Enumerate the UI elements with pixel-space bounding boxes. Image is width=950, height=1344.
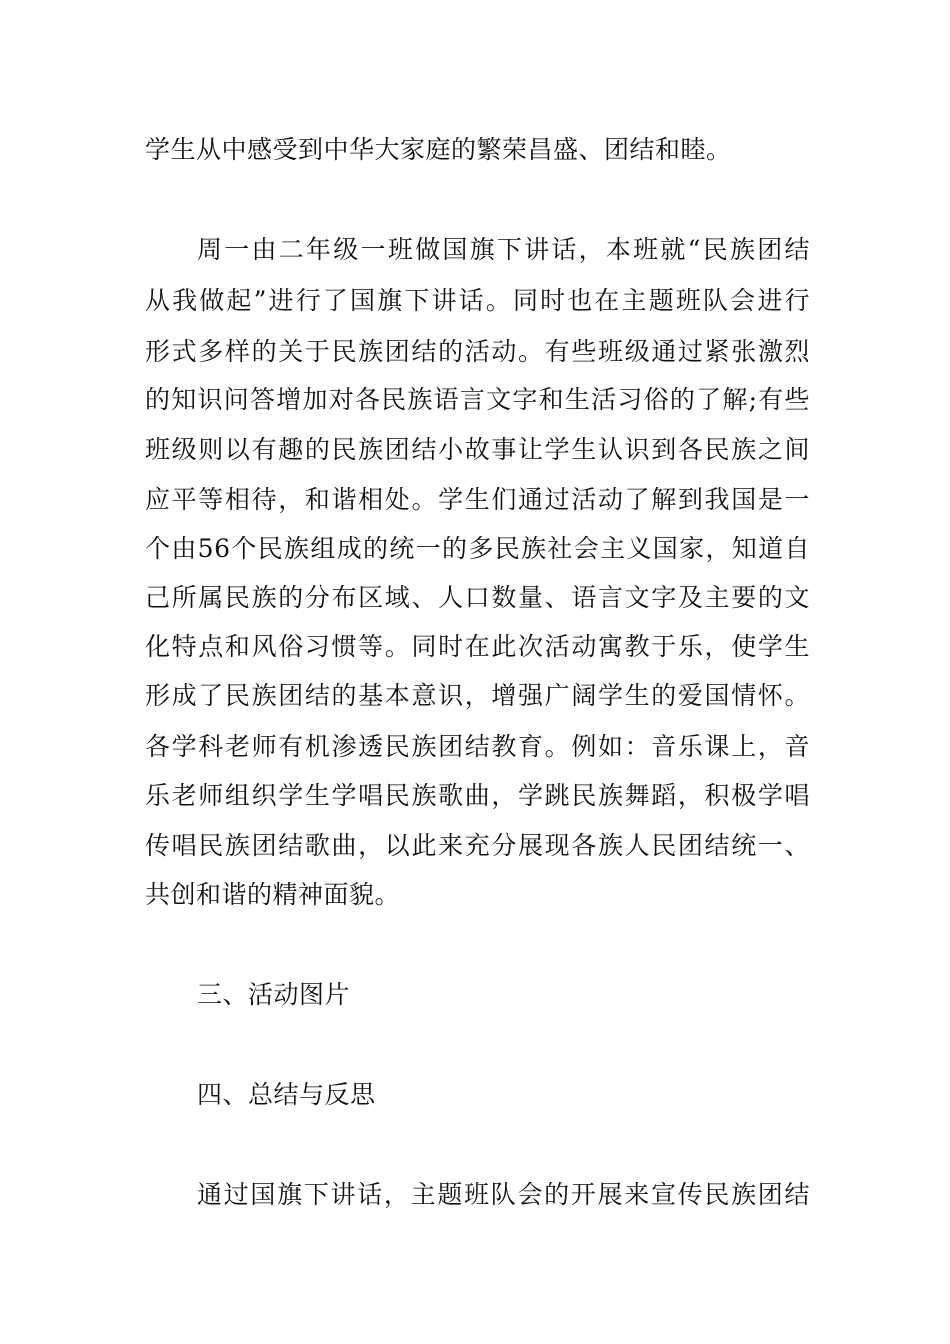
paragraph-activities-line: 乐老师组织学生学唱民族歌曲，学跳民族舞蹈，积极学唱 <box>145 781 810 810</box>
section-three-heading: 三、活动图片 <box>197 980 351 1009</box>
paragraph-activities-line: 应平等相待，和谐相处。学生们通过活动了解到我国是一 <box>145 485 810 514</box>
paragraph-activities-line: 形成了民族团结的基本意识，增强广阔学生的爱国情怀。 <box>145 681 810 710</box>
paragraph-activities-line: 周一由二年级一班做国旗下讲话，本班就“民族团结 <box>197 235 810 264</box>
paragraph-activities-line: 形式多样的关于民族团结的活动。有些班级通过紧张激烈 <box>145 337 810 366</box>
paragraph-continuation-line: 学生从中感受到中华大家庭的繁荣昌盛、团结和睦。 <box>145 135 732 164</box>
paragraph-activities-line: 的知识问答增加对各民族语言文字和生活习俗的了解;有些 <box>145 385 810 414</box>
paragraph-summary-line: 通过国旗下讲话，主题班队会的开展来宣传民族团结 <box>197 1180 810 1209</box>
paragraph-activities-line: 从我做起”进行了国旗下讲话。同时也在主题班队会进行 <box>145 286 810 315</box>
paragraph-activities-line: 己所属民族的分布区域、人口数量、语言文字及主要的文 <box>145 583 810 612</box>
paragraph-activities-line: 共创和谐的精神面貌。 <box>145 880 401 909</box>
paragraph-activities-line: 各学科老师有机渗透民族团结教育。例如：音乐课上，音 <box>145 732 810 761</box>
paragraph-activities-line: 化特点和风俗习惯等。同时在此次活动寓教于乐，使学生 <box>145 632 810 661</box>
section-four-heading: 四、总结与反思 <box>197 1080 376 1109</box>
paragraph-activities-line: 班级则以有趣的民族团结小故事让学生认识到各民族之间 <box>145 435 810 464</box>
paragraph-activities-line: 传唱民族团结歌曲，以此来充分展现各族人民团结统一、 <box>145 831 810 860</box>
paragraph-activities-line: 个由56个民族组成的统一的多民族社会主义国家，知道自 <box>145 534 810 563</box>
